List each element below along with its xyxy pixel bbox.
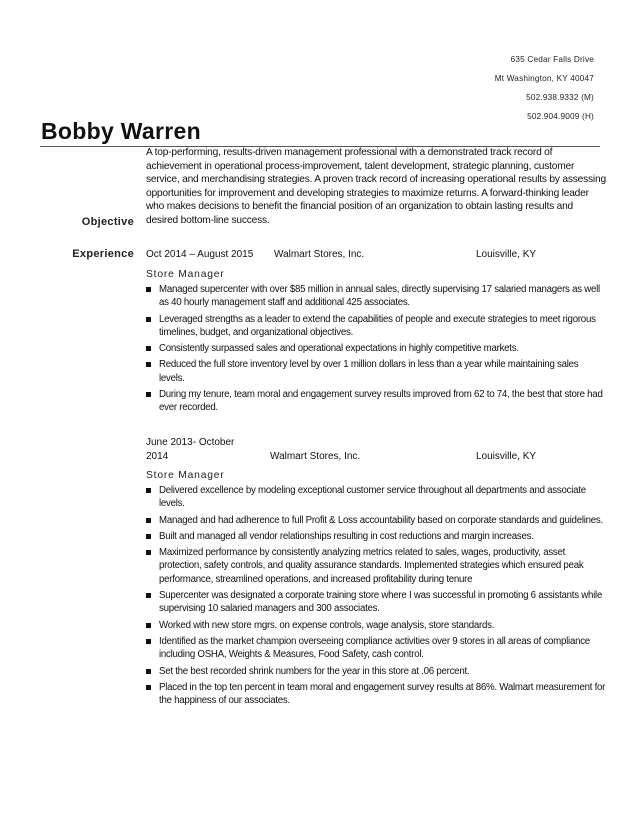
job-entry-2 [146, 436, 606, 707]
bullet-square-icon [146, 362, 151, 367]
bullet-square-icon [146, 392, 151, 397]
bullet-square-icon [146, 518, 151, 523]
experience-label: Experience [72, 248, 134, 260]
home-phone: 502.904.9009 (H) [527, 112, 594, 121]
objective-label: Objective [81, 216, 134, 228]
job-entry-1 [146, 248, 606, 415]
job-bullets [146, 283, 606, 415]
job-dates: June 2013- October 2014 [146, 437, 235, 462]
list-item: Reduced the full store inventory level by over 1 million dollars in less than a year while maintaining sales levels. [146, 358, 606, 385]
list-item: Supercenter was designated a corporate training store where I was successful in promoting 6 assistants while supervising 10 salaried managers and 300 associates. [146, 589, 606, 616]
city-line: Mt Washington, KY 40047 [494, 74, 594, 83]
job-company: Walmart Stores, Inc. [274, 249, 365, 260]
job-location: Louisville, KY [476, 451, 537, 462]
job-company: Walmart Stores, Inc. [270, 451, 361, 462]
bullet-square-icon [146, 317, 151, 322]
list-item: Set the best recorded shrink numbers for the year in this store at .06 percent. [146, 665, 606, 678]
list-item: Managed supercenter with over $85 million in annual sales, directly supervising 17 salaried managers as well as 40 hourly management staff and additional 425 associates. [146, 283, 606, 310]
bullet-square-icon [146, 534, 151, 539]
bullet-square-icon [146, 669, 151, 674]
job-title: Store Manager [146, 470, 225, 481]
contact-block [495, 50, 594, 126]
list-item: Managed and had adherence to full Profit & Loss accountability based on corporate standards and guidelines. [146, 514, 606, 527]
job-location: Louisville, KY [476, 249, 537, 260]
bullet-square-icon [146, 488, 151, 493]
bullet-square-icon [146, 623, 151, 628]
job-header [146, 436, 606, 466]
list-item: During my tenure, team moral and engagement survey results improved from 62 to 74, the best that store had ever recorded. [146, 388, 606, 415]
list-item: Identified as the market champion overseeing compliance activities over 9 stores in all areas of compliance including OSHA, Weights & Measures, Food Safety, cash control. [146, 635, 606, 662]
list-item: Consistently surpassed sales and operational expectations in highly competitive markets. [146, 342, 606, 355]
list-item: Maximized performance by consistently analyzing metrics related to sales, wages, productivity, asset protection, safety controls, and quality assurance standards. Implemented strategies which ensured peak performance, streamlined operations, and increased profitability during tenure [146, 546, 606, 586]
bullet-square-icon [146, 550, 151, 555]
job-title: Store Manager [146, 269, 225, 280]
list-item: Built and managed all vendor relationships resulting in cost reductions and margin increases. [146, 530, 606, 543]
list-item: Delivered excellence by modeling exceptional customer service throughout all departments and associate levels. [146, 484, 606, 511]
objective-text: A top-performing, results-driven management professional with a demonstrated track record of achievement in operational process-improvement, talent development, strategic planning, customer service, and merchandising strategies. A proven track record of increasing operational results by assessing opportunities for improvement and developing strategies to maximize returns. A forward-thinking leader who makes decisions to benefit the financial position of an organization to obtain lasting results and desired bottom-line success. [146, 147, 606, 226]
job-dates: Oct 2014 – August 2015 [146, 249, 254, 260]
bullet-square-icon [146, 593, 151, 598]
bullet-square-icon [146, 639, 151, 644]
job-bullets [146, 484, 606, 707]
bullet-square-icon [146, 685, 151, 690]
mobile-phone: 502.938.9332 (M) [526, 93, 594, 102]
address-line: 635 Cedar Falls Drive [510, 55, 594, 64]
candidate-name: Bobby Warren [41, 118, 201, 144]
list-item: Leveraged strengths as a leader to extend the capabilities of people and execute strategies to meet rigorous timelines, budget, and organizational objectives. [146, 313, 606, 340]
bullet-square-icon [146, 287, 151, 292]
list-item: Placed in the top ten percent in team moral and engagement survey results at 86%. Walmart measurement for the happiness of our associates. [146, 681, 606, 708]
job-header [146, 248, 606, 262]
list-item: Worked with new store mgrs. on expense controls, wage analysis, store standards. [146, 619, 606, 632]
bullet-square-icon [146, 346, 151, 351]
